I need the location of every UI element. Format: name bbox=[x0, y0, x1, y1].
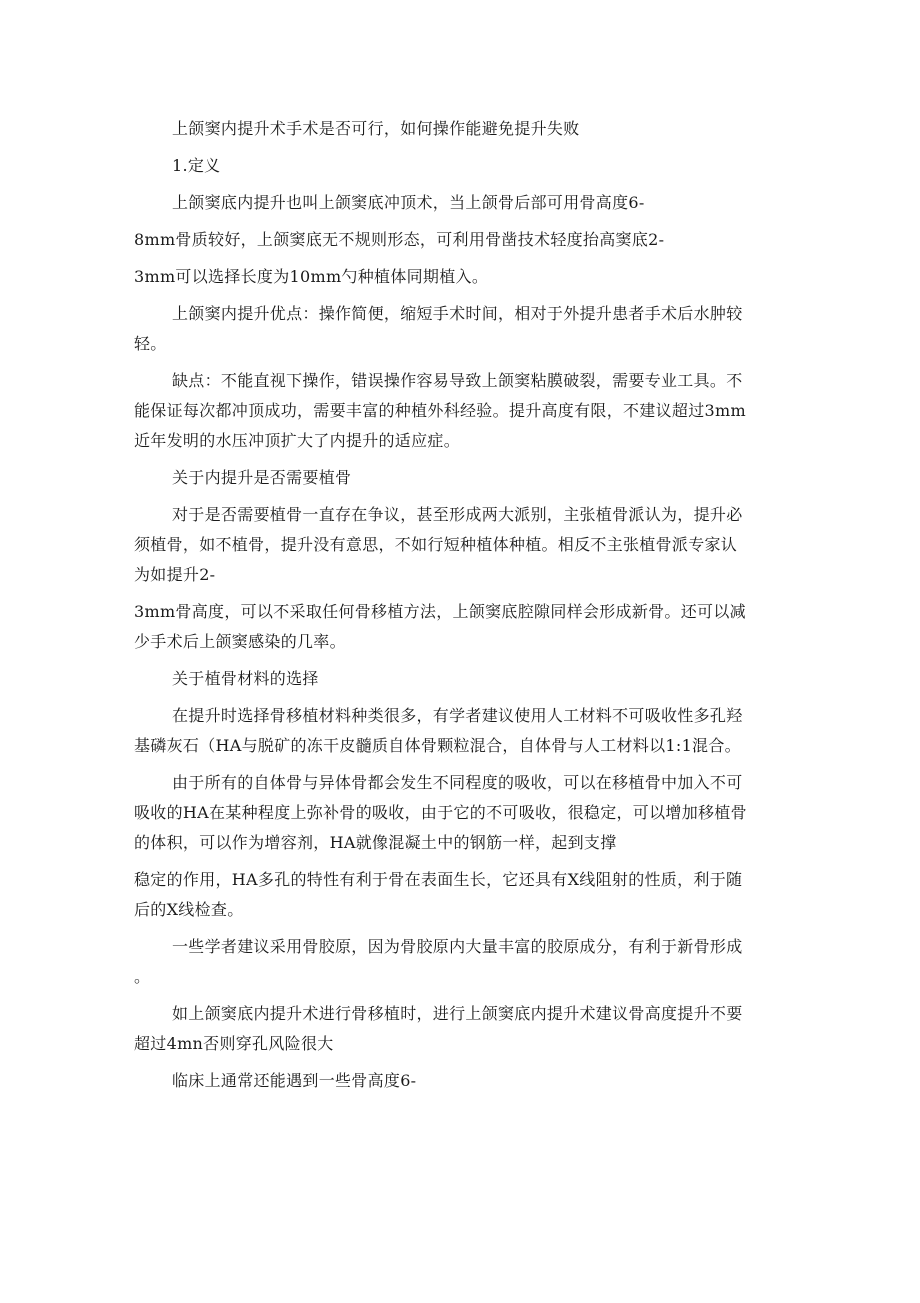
document-body bbox=[134, 114, 784, 1096]
text-line: 须植骨，如不植骨，提升没有意思，不如行短种植体种植。相反不主张植骨派专家认 bbox=[134, 535, 738, 554]
text-line: 关于内提升是否需要植骨 bbox=[172, 468, 352, 487]
text-line: 基磷灰石（HA与脱矿的冻干皮髓质自体骨颗粒混合，自体骨与人工材料以1:1混合。 bbox=[134, 736, 741, 755]
text-line: 由于所有的自体骨与异体骨都会发生不同程度的吸收，可以在移植骨中加入不可 bbox=[172, 773, 743, 792]
text-line: 后的X线检查。 bbox=[134, 900, 244, 919]
text-line: 稳定的作用，HA多孔的特性有利于骨在表面生长，它还具有X线阻射的性质，利于随 bbox=[134, 870, 743, 889]
text-line: 临床上通常还能遇到一些骨高度6- bbox=[172, 1071, 417, 1090]
text-line: 一些学者建议采用骨胶原，因为骨胶原内大量丰富的胶原成分，有利于新骨形成 bbox=[172, 937, 743, 956]
text-line: 近年发明的水压冲顶扩大了内提升的适应症。 bbox=[134, 431, 461, 450]
text-line: 超过4mn否则穿孔风险很大 bbox=[134, 1034, 334, 1053]
text-line: 。 bbox=[134, 967, 151, 986]
text-line: 8mm骨质较好，上颌窦底无不规则形态，可利用骨凿技术轻度抬高窦底2- bbox=[134, 230, 665, 249]
text-line: 少手术后上颌窦感染的几率。 bbox=[134, 632, 346, 651]
text-line: 如上颌窦底内提升术进行骨移植时，进行上颌窦底内提升术建议骨高度提升不要 bbox=[172, 1004, 743, 1023]
text-line: 在提升时选择骨移植材料种类很多，有学者建议使用人工材料不可吸收性多孔羟 bbox=[172, 706, 743, 725]
text-line: 上颌窦内提升优点：操作简便，缩短手术时间，相对于外提升患者手术后水肿较 bbox=[172, 304, 743, 323]
text-line: 的体积，可以作为增容剂，HA就像混凝土中的钢筋一样，起到支撑 bbox=[134, 833, 617, 852]
text-line: 缺点：不能直视下操作，错误操作容易导致上颌窦粘膜破裂，需要专业工具。不 bbox=[172, 371, 743, 390]
text-line: 3mm骨高度，可以不采取任何骨移植方法，上颌窦底腔隙同样会形成新骨。还可以减 bbox=[134, 602, 746, 621]
text-line: 1.定义 bbox=[172, 156, 221, 175]
text-line: 对于是否需要植骨一直存在争议，甚至形成两大派别，主张植骨派认为，提升必 bbox=[172, 505, 743, 524]
text-line: 为如提升2- bbox=[134, 565, 216, 584]
text-line: 轻。 bbox=[134, 334, 167, 353]
text-line: 吸收的HA在某种程度上弥补骨的吸收，由于它的不可吸收，很稳定，可以增加移植骨 bbox=[134, 803, 747, 822]
text-line: 能保证每次都冲顶成功，需要丰富的种植外科经验。提升高度有限，不建议超过3mm bbox=[134, 401, 746, 420]
text-line: 上颌窦底内提升也叫上颌窦底冲顶术，当上颌骨后部可用骨高度6- bbox=[172, 193, 645, 212]
text-line: 上颌窦内提升术手术是否可行，如何操作能避免提升失败 bbox=[172, 119, 580, 138]
text-line: 3mm可以选择长度为10mm勺种植体同期植入。 bbox=[134, 267, 489, 286]
text-line: 关于植骨材料的选择 bbox=[172, 669, 319, 688]
